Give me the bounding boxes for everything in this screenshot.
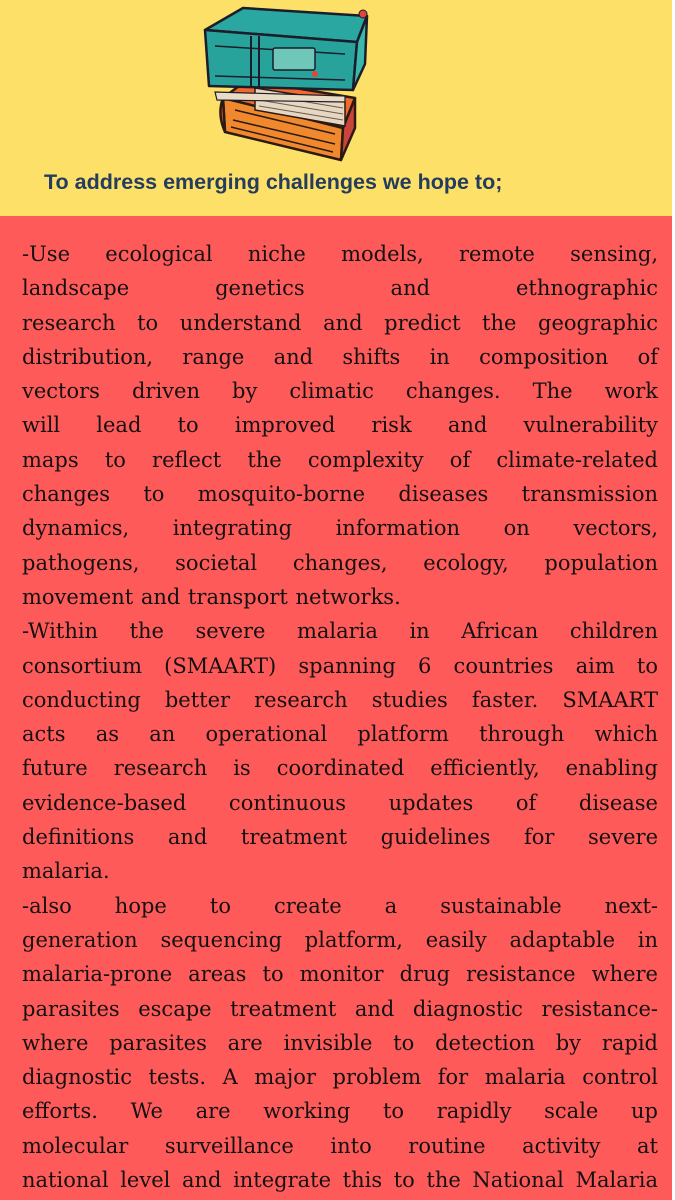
text-line: malaria-prone areas to monitor drug resistance where — [22, 962, 658, 987]
text-line: conducting better research studies faster. SMAART — [22, 687, 658, 712]
section-heading: To address emerging challenges we hope to; — [44, 170, 503, 194]
text-line: malaria. — [22, 859, 110, 884]
text-line: parasites escape treatment and diagnostic resistance- — [22, 996, 658, 1021]
text-line: national level and integrate this to the National Malaria — [22, 1168, 658, 1193]
paragraph-sequencing-platform — [22, 889, 658, 1198]
text-line: pathogens, societal changes, ecology, population — [22, 550, 658, 575]
text-line: efforts. We are working to rapidly scale up — [22, 1099, 658, 1124]
paragraph-ecological-models — [22, 237, 658, 614]
paragraph-smaart-consortium — [22, 614, 658, 888]
text-line: dynamics, integrating information on vectors, — [22, 516, 658, 541]
text-line: vectors driven by climatic changes. The work — [22, 379, 658, 404]
text-line: changes to mosquito-borne diseases transmission — [22, 482, 658, 507]
text-line: research to understand and predict the geographic — [22, 310, 658, 335]
text-line: distribution, range and shifts in composition of — [22, 344, 658, 369]
text-line: where parasites are invisible to detection by rapid — [22, 1030, 658, 1055]
text-line: -Use ecological niche models, remote sensing, — [22, 242, 658, 266]
text-line: evidence-based continuous updates of disease — [22, 790, 658, 815]
text-line: definitions and treatment guidelines for severe — [22, 825, 658, 850]
body-text — [22, 237, 658, 1197]
text-line: generation sequencing platform, easily adaptable in — [22, 927, 658, 952]
text-line: diagnostic tests. A major problem for malaria control — [22, 1065, 658, 1090]
text-line: will lead to improved risk and vulnerability — [22, 413, 658, 438]
text-line: -Within the severe malaria in African children — [22, 619, 658, 644]
text-line: molecular surveillance into routine activity at — [22, 1133, 658, 1158]
stacked-books-icon — [195, 2, 370, 164]
text-line: maps to reflect the complexity of climate-related — [22, 447, 658, 472]
text-line: acts as an operational platform through which — [22, 722, 658, 747]
text-line: movement and transport networks. — [22, 584, 401, 609]
text-line: consortium (SMAART) spanning 6 countries aim to — [22, 653, 658, 678]
header-banner — [0, 0, 675, 216]
text-line: landscape genetics and ethnographic — [22, 276, 658, 301]
text-line: -also hope to create a sustainable next- — [22, 893, 658, 918]
text-line: future research is coordinated efficiently, enabling — [22, 756, 658, 781]
